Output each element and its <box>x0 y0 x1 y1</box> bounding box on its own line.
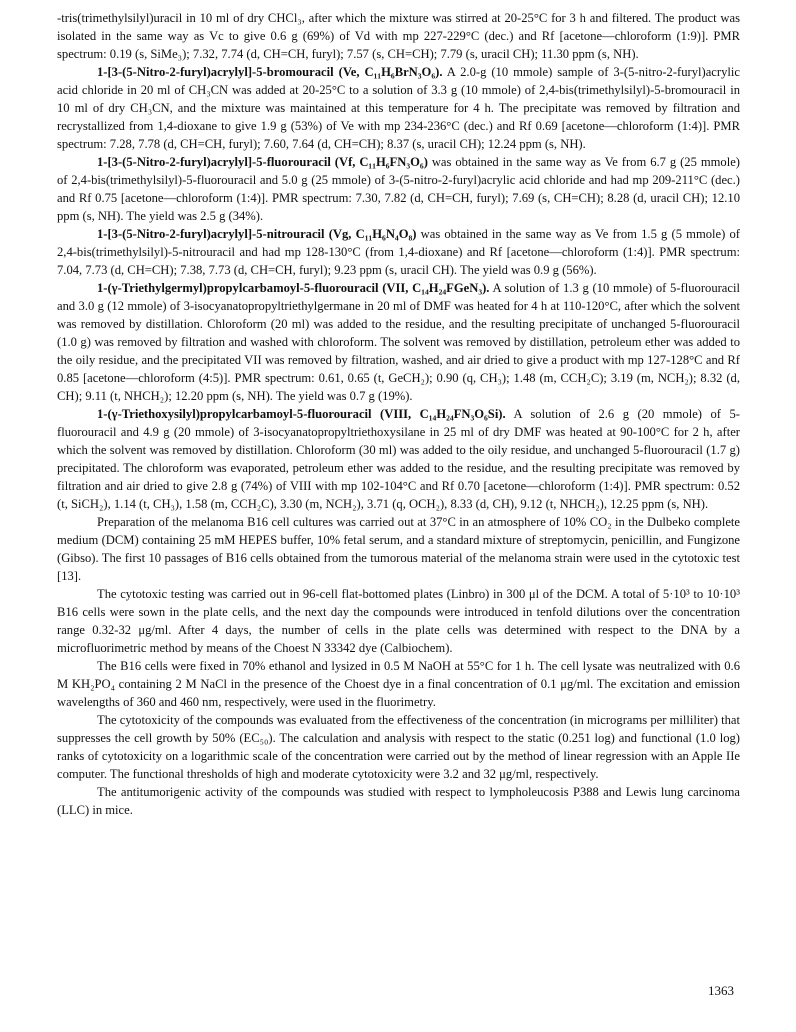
compound-heading: 1-[3-(5-Nitro-2-furyl)acrylyl]-5-bromouracil (Ve, C₁₁H₆BrN₃O₆). <box>97 65 443 79</box>
paragraph-text: A solution of 1.3 g (10 mmole) of 5-fluorouracil and 3.0 g (12 mmole) of 3-isocyanatopropyltriethylgermane in 20 ml of DMF was heated for 4 h at 110-120°C, after which the solvent was removed by distillation. Chloroform (20 ml) was added to the residue, and the resulting precipitate of unchanged 5-fluorouracil (1.0 g) was removed by filtration and washed with chloroform. The solvent was removed by distillation, petroleum ether was added to the oily residue, and the precipitated VII was removed by filtration, washed, and air dried to give a product with mp 127-128°C and Rf 0.85 [acetone—chloroform (4:5)]. PMR spectrum: 0.61, 0.65 (t, GeCH₂); 0.90 (q, CH₃); 1.48 (m, CCH₂C); 3.19 (m, NCH₂); 8.32 (d, CH); 9.11 (t, NHCH₂); 12.20 ppm (s, NH). The yield was 0.7 g (19%). <box>57 281 740 403</box>
paragraph-compound-vg <box>57 225 740 279</box>
paragraph-text: -tris(trimethylsilyl)uracil in 10 ml of dry CHCl₃, after which the mixture was stirred at 20-25°C for 3 h and filtered. The product was isolated in the same way as Vc to give 0.6 g (69%) of Vd with mp 227-229°C (dec.) and Rf [acetone—chloroform (1:9)]. PMR spectrum: 0.19 (s, SiMe₃); 7.32, 7.74 (d, CH=CH, furyl); 7.57 (s, CH=CH); 7.79 (s, uracil CH); 11.30 ppm (s, NH). <box>57 11 740 61</box>
compound-heading: 1-(γ-Triethylgermyl)propylcarbamoyl-5-fluorouracil (VII, C₁₄H₂₄FGeN₃). <box>97 281 490 295</box>
paragraph-cell-fixation <box>57 657 740 711</box>
paragraph-compound-vf <box>57 153 740 225</box>
paragraph-text: A 2.0-g (10 mmole) sample of 3-(5-nitro-2-furyl)acrylic acid chloride in 20 ml of CH₃CN was added at 20-25°C to a solution of 3.3 g (10 mmole) of 2,4-bis(trimethylsilyl)-5-bromouracil in 10 ml of dry CH₃CN, and the mixture was maintained at this temperature for 4 h. The precipitate was removed by filtration and recrystallized from 1,4-dioxane to give 1.9 g (53%) of Ve with mp 234-236°C (dec.) and Rf 0.69 [acetone—chloroform (1:4)]. PMR spectrum: 7.28, 7.78 (d, CH=CH, furyl); 7.60, 7.64 (d, CH=CH); 8.37 (s, uracil CH); 12.24 ppm (s, NH). <box>57 65 740 151</box>
body-text <box>57 9 740 819</box>
paragraph-continuation <box>57 9 740 63</box>
paragraph-cell-cultures <box>57 513 740 585</box>
compound-heading: 1-[3-(5-Nitro-2-furyl)acrylyl]-5-nitrouracil (Vg, C₁₁H₆N₄O₈) <box>97 227 417 241</box>
paragraph-text: A solution of 2.6 g (20 mmole) of 5-fluorouracil and 4.9 g (20 mmole) of 3-isocyanatopropyltriethoxysilane in 25 ml of dry DMF was heated at 90-100°C for 2 h, after which the solvent was removed by distillation. Chloroform (30 ml) was added to the oily residue, and unchanged 5-fluorouracil (1.7 g) precipitated. The chloroform was evaporated, petroleum ether was added to the residue, and the resulting precipitate was removed by filtration and air dried to give 2.8 g (74%) of VIII with mp 102-104°C and Rf 0.70 [acetone—chloroform (1:4)]. PMR spectrum: 0.52 (t, SiCH₂), 1.14 (t, CH₃), 1.58 (m, CCH₂C), 3.30 (m, NCH₂), 3.71 (q, OCH₂), 8.33 (d, CH), 9.12 (t, NHCH₂), 12.25 ppm (s, NH). <box>57 407 740 511</box>
paragraph-text: The B16 cells were fixed in 70% ethanol and lysized in 0.5 M NaOH at 55°C for 1 h. The cell lysate was neutralized with 0.6 M KH₂PO₄ containing 2 M NaCl in the presence of the Choest dye in a final concentration of 0.1 μg/ml. The excitation and emission wavelengths of 360 and 460 nm, respectively, were used in the fluorimetry. <box>57 659 740 709</box>
page-number: 1363 <box>708 983 734 998</box>
paragraph-cytotoxicity-evaluation <box>57 711 740 783</box>
paragraph-compound-vii <box>57 279 740 405</box>
paragraph-text: was obtained in the same way as Ve from 1.5 g (5 mmole) of 2,4-bis(trimethylsilyl)-5-nitrouracil and had mp 128-130°C (from 1,4-dioxane) and Rf [acetone—chloroform (1:4)]. PMR spectrum: 7.04, 7.73 (d, CH=CH); 7.38, 7.73 (d, CH=CH, furyl); 9.23 ppm (s, uracil CH). The yield was 0.9 g (56%). <box>57 227 740 277</box>
paragraph-compound-ve <box>57 63 740 153</box>
compound-heading: 1-[3-(5-Nitro-2-furyl)acrylyl]-5-fluorouracil (Vf, C₁₁H₆FN₃O₆) <box>97 155 428 169</box>
paragraph-compound-viii <box>57 405 740 513</box>
paragraph-text: The cytotoxicity of the compounds was evaluated from the effectiveness of the concentration (in micrograms per milliliter) that suppresses the cell growth by 50% (EC₅₀). The calculation and analysis with respect to the static (0.251 log) and functional (1.0 log) ranks of cytotoxicity on a logarithmic scale of the concentration were carried out by the method of linear regression with an Apple IIe computer. The functional thresholds of high and moderate cytotoxicity were 3.2 and 32 μg/ml, respectively. <box>57 713 740 781</box>
paragraph-text: The antitumorigenic activity of the compounds was studied with respect to lympholeucosis P388 and Lewis lung carcinoma (LLC) in mice. <box>57 785 740 817</box>
paragraph-cytotoxic-testing <box>57 585 740 657</box>
paragraph-text: Preparation of the melanoma B16 cell cultures was carried out at 37°C in an atmosphere of 10% CO₂ in the Dulbeko complete medium (DCM) containing 25 mM HEPES buffer, 10% fetal serum, and a standard mixture of streptomycin, penicillin, and Fungizone (Gibso). The first 10 passages of B16 cells obtained from the tumorous material of the melanoma strain were used in the cytotoxic test [13]. <box>57 515 740 583</box>
paragraph-antitumor-activity <box>57 783 740 819</box>
paragraph-text: was obtained in the same way as Ve from 6.7 g (25 mmole) of 2,4-bis(trimethylsilyl)-5-fluorouracil and 5.0 g (25 mmole) of 3-(5-nitro-2-furyl)acrylic acid chloride and had mp 209-211°C (dec.) and Rf 0.75 [acetone—chloroform (1:4)]. PMR spectrum: 7.30, 7.82 (d, CH=CH, furyl); 7.69 (s, CH=CH); 8.28 (d, uracil CH); 12.10 ppm (s, NH). The yield was 2.5 g (34%). <box>57 155 740 223</box>
paragraph-text: The cytotoxic testing was carried out in 96-cell flat-bottomed plates (Linbro) in 300 μl of the DCM. A total of 5·10³ to 10·10³ B16 cells were sown in the plate cells, and the next day the compounds were introduced in tenfold dilutions over the concentration range 0.32-32 μg/ml. After 4 days, the number of cells in the plate cells was determined with respect to the DNA by a microfluorimetric method by means of the Choest N 33342 dye (Calbiochem). <box>57 587 740 655</box>
compound-heading: 1-(γ-Triethoxysilyl)propylcarbamoyl-5-fluorouracil (VIII, C₁₄H₂₄FN₃O₆Si). <box>97 407 506 421</box>
